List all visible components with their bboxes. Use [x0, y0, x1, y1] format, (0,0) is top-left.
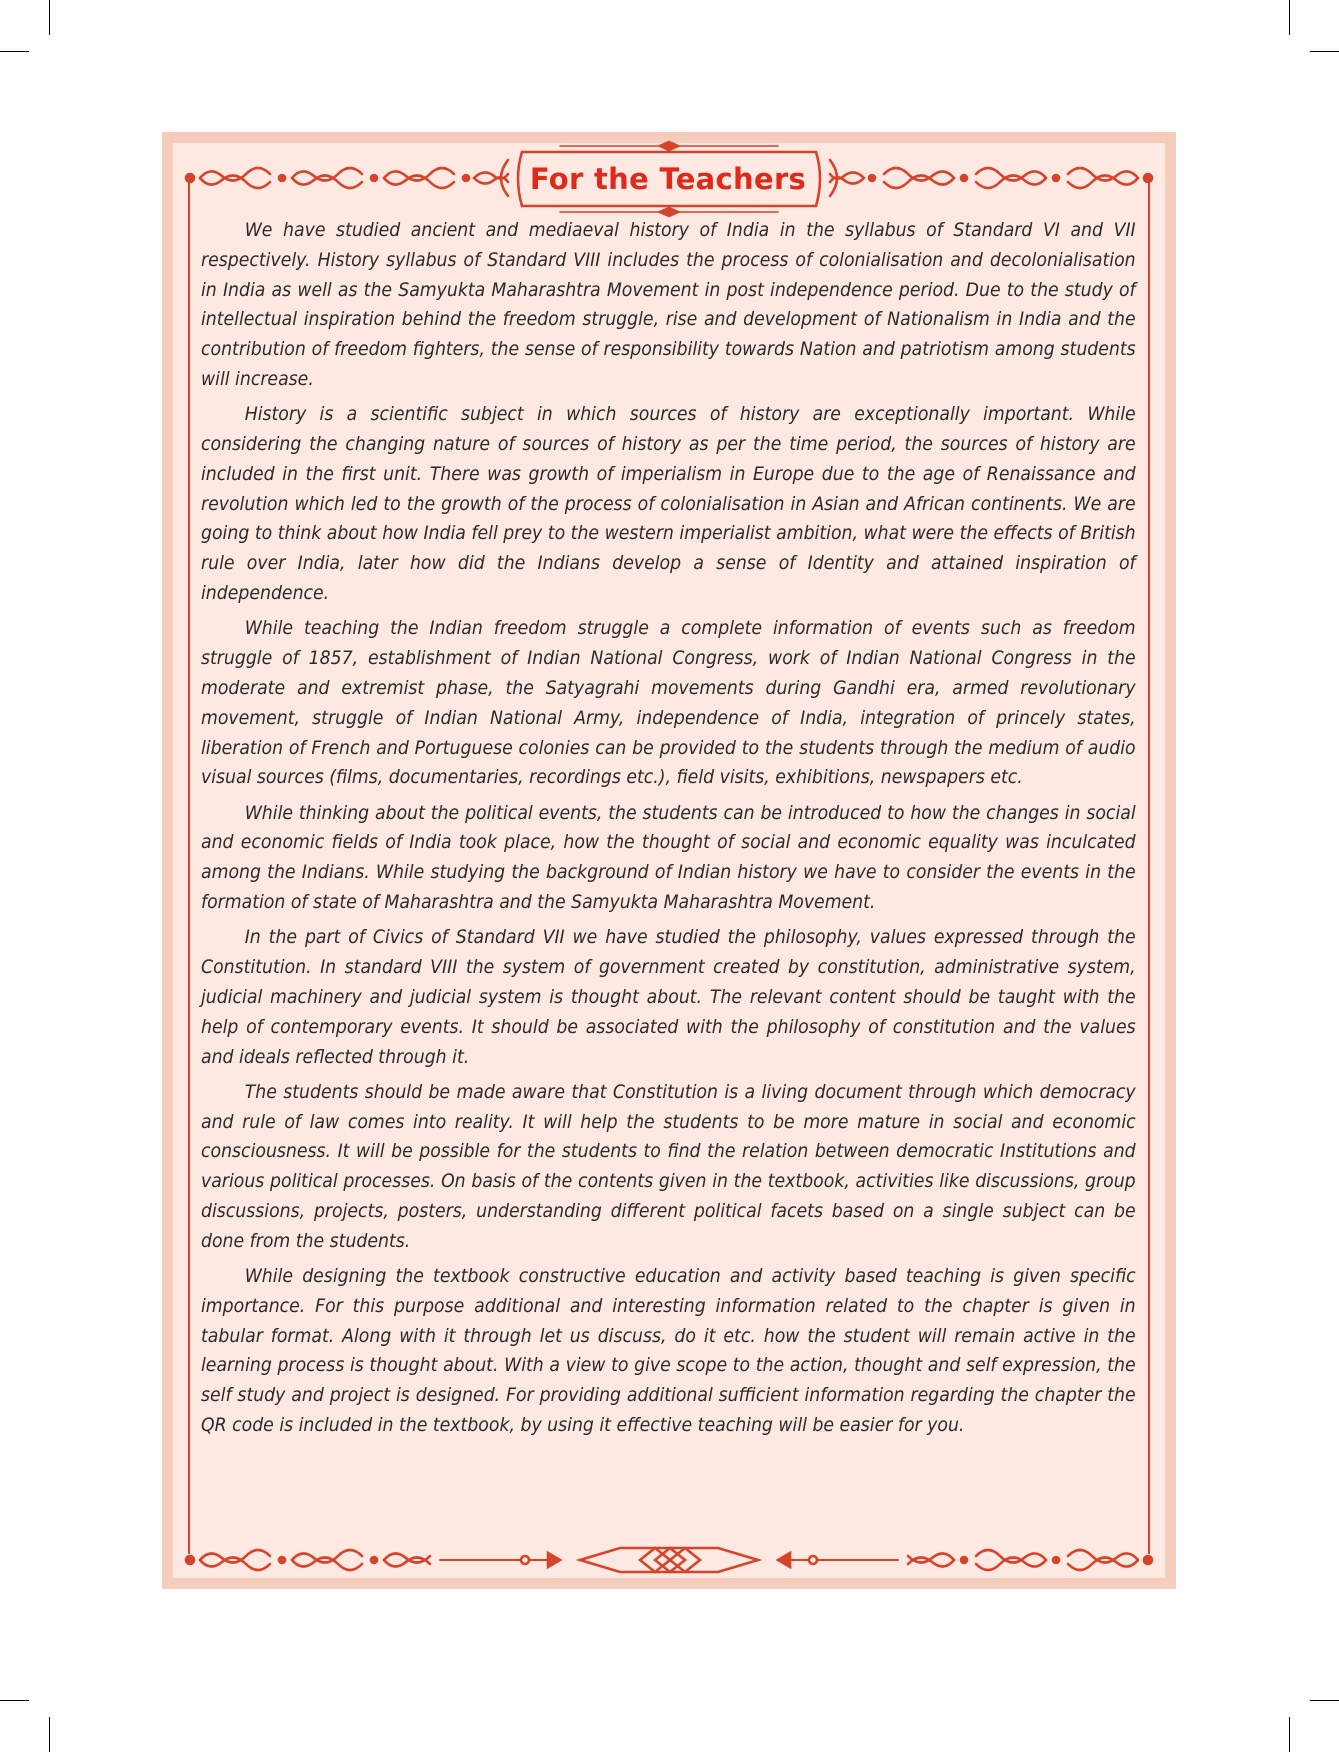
bottom-ornament-border — [0, 1520, 1339, 1600]
crop-mark-bottom-right-v — [1289, 1717, 1290, 1752]
paragraph-3: While teaching the Indian freedom struggle a complete information of events such as freedom struggle of 1857, establishment of Indian National Congress, work of Indian National Congress in the moderate and extremist phase, the Satyagrahi movements during Gandhi era, armed revolutionary movement, struggle of Indian National Army, independence of India, integration of princely states, liberation of French and Portuguese colonies can be provided to the students through the medium of audio visual sources (films, documentaries, recordings etc.), field visits, exhibitions, newspapers etc. — [201, 618, 1136, 789]
paragraph-6: The students should be made aware that Constitution is a living document through which democracy and rule of law comes into reality. It will help the students to be more mature in social and economic consciousness. It will be possible for the students to find the relation between democratic Institutions and various political processes. On basis of the contents given in the textbook, activities like discussions, group discussions, projects, posters, understanding different political facets based on a single subject can be done from the students. — [201, 1081, 1136, 1252]
crop-mark-bottom-right-h — [1310, 1700, 1339, 1701]
bottom-right-swirl-chain — [778, 1550, 1152, 1570]
crop-mark-bottom-left-h — [0, 1700, 29, 1701]
body-text — [201, 216, 1136, 1446]
bottom-center-motif — [580, 1548, 758, 1572]
paragraph-1: We have studied ancient and mediaeval history of India in the syllabus of Standard VI and VII respectively. History syllabus of Standard VIII includes the process of colonialisation and decolonialisation in India as well as the Samyukta Maharashtra Movement in post independence period. Due to the study of intellectual inspiration behind the freedom struggle, rise and development of Nationalism in India and the contribution of freedom fighters, the sense of responsibility towards Nation and patriotism among students will increase. — [201, 220, 1136, 390]
page-title: For the Teachers — [529, 162, 807, 196]
paragraph-4: While thinking about the political events, the students can be introduced to how the changes in social and economic fields of India took place, how the thought of social and economic equality was inculcated among the Indians. While studying the background of Indian history we have to consider the events in the formation of state of Maharashtra and the Samyukta Maharashtra Movement. — [201, 802, 1136, 914]
right-border-line — [1148, 178, 1150, 1554]
left-swirl-chain — [186, 160, 508, 196]
paragraph-7: While designing the textbook constructive education and activity based teaching is given specific importance. For this purpose additional and interesting information related to the chapter is given in tabular format. Along with it through let us discuss, do it etc. how the student will remain active in the learning process is thought about. With a view to give scope to the action, thought and self expression, the self study and project is designed. For providing additional sufficient information regarding the chapter the QR code is included in the textbook, by using it effective teaching will be easier for you. — [201, 1266, 1136, 1437]
paragraph-5: In the part of Civics of Standard VII we have studied the philosophy, values expressed through the Constitution. In standard VIII the system of government created by constitution, administrative system, judicial machinery and judicial system is thought about. The relevant content should be taught with the help of contemporary events. It should be associated with the philosophy of constitution and the values and ideals reflected through it. — [201, 927, 1136, 1068]
right-swirl-chain — [830, 160, 1152, 196]
left-border-line — [188, 178, 190, 1554]
paragraph-2: History is a scientific subject in which sources of history are exceptionally important. While considering the changing nature of sources of history as per the time period, the sources of history are included in the first unit. There was growth of imperialism in Europe due to the age of Renaissance and revolution which led to the growth of the process of colonialisation in Asian and African continents. We are going to think about how India fell prey to the western imperialist ambition, what were the effects of British rule over India, later how did the Indians develop a sense of Identity and attained inspiration of independence. — [201, 404, 1136, 605]
heading-box — [517, 151, 819, 207]
bottom-left-swirl-chain — [186, 1550, 560, 1570]
crop-mark-bottom-left-v — [49, 1717, 50, 1752]
